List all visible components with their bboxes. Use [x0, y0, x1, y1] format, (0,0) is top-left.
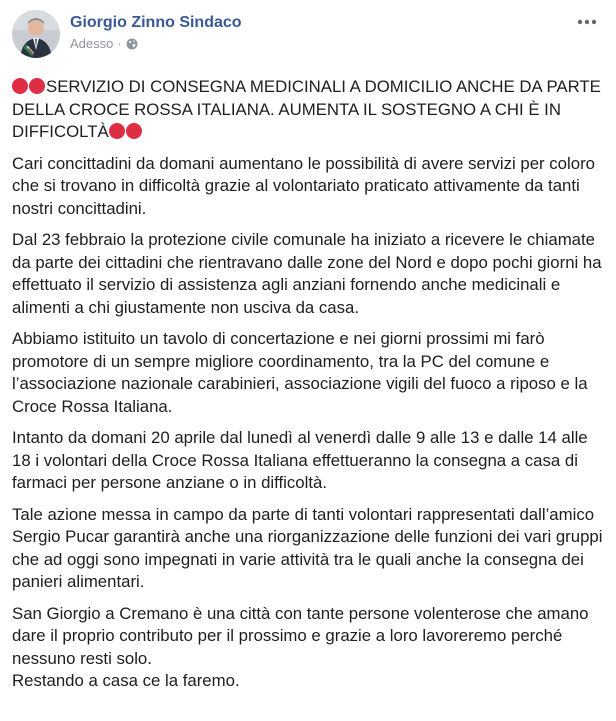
red-circle-emoji [12, 78, 28, 94]
post-meta [70, 36, 604, 52]
author-portrait-icon [12, 10, 60, 58]
red-circle-emoji [109, 123, 125, 139]
author-name-link[interactable]: Giorgio Zinno Sindaco [70, 14, 242, 31]
author-block [70, 10, 604, 52]
post-paragraph: Dal 23 febbraio la protezione civile comunale ha iniziato a ricevere le chiamate da parte dei cittadini che rientravano dalle zone del Nord e dopo pochi giorni ha effettuato il servizio di assistenza agli anziani fornendo anche medicinali e alimenti a chi giustamente non usciva da casa. [12, 230, 602, 317]
post-options-button[interactable] [574, 12, 600, 32]
post-paragraph: Abbiamo istituito un tavolo di concertazione e nei giorni prossimi mi farò promotore di un sempre migliore coordinamento, tra la PC del comune e l’associazione nazionale carabinieri, associazione vigili del fuoco a riposo e la Croce Rossa Italiana. [12, 329, 588, 416]
post-headline [12, 76, 604, 144]
author-avatar[interactable] [12, 10, 60, 58]
globe-icon[interactable] [126, 38, 138, 50]
meta-separator: · [117, 36, 122, 51]
post-timestamp-link[interactable]: Adesso [70, 36, 114, 51]
post-body [12, 76, 604, 693]
post-paragraph: Intanto da domani 20 aprile dal lunedì al venerdì dalle 9 alle 13 e dalle 14 alle 18 i volontari della Croce Rossa Italiana effettueranno la consegna a casa di farmaci per persone anziane o in difficoltà. [12, 428, 588, 492]
post-header [12, 10, 604, 62]
ellipsis-icon [577, 19, 597, 25]
red-circle-emoji [29, 78, 45, 94]
post-paragraph: San Giorgio a Cremano è una città con tante persone volenterose che amano dare il proprio contributo per il prossimo e grazie a loro lavoreremo perché nessuno resti solo. Restando a casa ce la faremo. [12, 603, 589, 690]
post-paragraph: Tale azione messa in campo da parte di tanti volontari rappresentati dall’amico Sergio Pucar garantirà anche una riorganizzazione delle funzioni dei vari gruppi che ad oggi sono impegnati in varie attività tra le quali anche la consegna dei panieri alimentari. [12, 504, 603, 591]
red-circle-emoji [126, 123, 142, 139]
headline-text: SERVIZIO DI CONSEGNA MEDICINALI A DOMICILIO ANCHE DA PARTE DELLA CROCE ROSSA ITALIANA. AUMENTA IL SOSTEGNO A CHI È IN DIFFICOLTÀ [12, 77, 601, 141]
post-paragraph: Cari concittadini da domani aumentano le possibilità di avere servizi per coloro che si trovano in difficoltà grazie al volontariato praticato attivamente da tanti nostri concittadini. [12, 153, 595, 218]
